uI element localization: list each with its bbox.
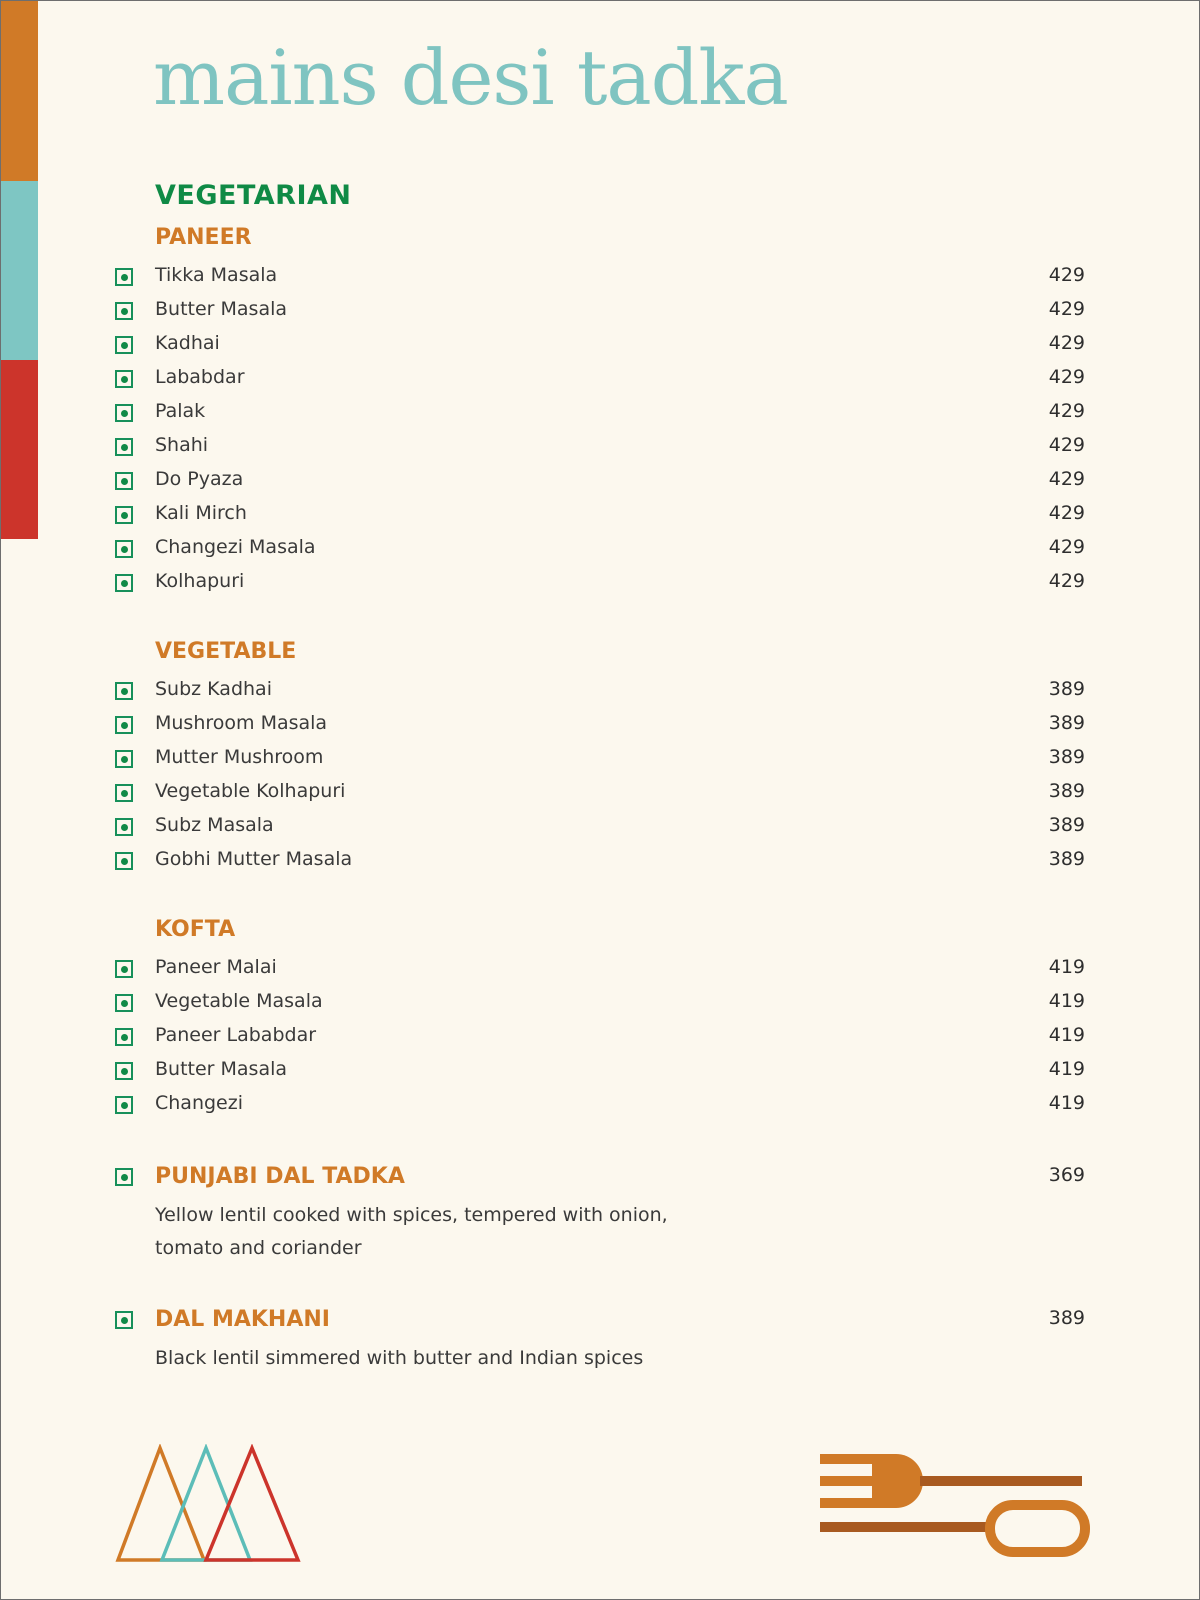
veg-indicator-icon (115, 268, 133, 286)
veg-indicator-icon (115, 1096, 133, 1114)
item-price: 369 (1048, 1164, 1085, 1186)
page-title: mains desi tadka (153, 33, 788, 122)
veg-indicator-icon (115, 438, 133, 456)
item-name: Subz Masala (155, 814, 274, 836)
veg-indicator-icon (115, 852, 133, 870)
item-name: Vegetable Kolhapuri (155, 780, 346, 802)
menu-item (115, 536, 1085, 566)
menu-item (115, 814, 1085, 844)
item-name: Vegetable Masala (155, 990, 323, 1012)
item-name: Lababdar (155, 366, 245, 388)
section-heading-vegetarian: VEGETARIAN (155, 180, 352, 211)
item-name: Kolhapuri (155, 570, 245, 592)
menu-item (115, 712, 1085, 742)
item-price: 419 (1048, 990, 1085, 1012)
accent-bar-orange (1, 1, 38, 181)
item-name: Changezi Masala (155, 536, 316, 558)
item-price: 429 (1048, 502, 1085, 524)
veg-indicator-icon (115, 682, 133, 700)
menu-item (115, 298, 1085, 328)
item-price: 429 (1048, 434, 1085, 456)
veg-indicator-icon (115, 784, 133, 802)
veg-indicator-icon (115, 1311, 133, 1329)
accent-bar-teal (1, 181, 38, 360)
item-price: 419 (1048, 956, 1085, 978)
item-name: Subz Kadhai (155, 678, 272, 700)
item-name: Gobhi Mutter Masala (155, 848, 353, 870)
menu-item (115, 264, 1085, 294)
menu-item (115, 400, 1085, 430)
item-price: 429 (1048, 264, 1085, 286)
item-name: Changezi (155, 1092, 243, 1114)
dal-name: DAL MAKHANI (155, 1307, 330, 1332)
dal-name: PUNJABI DAL TADKA (155, 1164, 405, 1189)
item-price: 389 (1048, 780, 1085, 802)
item-name: Palak (155, 400, 206, 422)
item-price: 429 (1048, 332, 1085, 354)
veg-indicator-icon (115, 960, 133, 978)
item-price: 389 (1048, 712, 1085, 734)
menu-item (115, 502, 1085, 532)
veg-indicator-icon (115, 370, 133, 388)
accent-bar-red (1, 360, 38, 539)
description-line: tomato and coriander (155, 1237, 362, 1259)
veg-indicator-icon (115, 1168, 133, 1186)
item-name: Mutter Mushroom (155, 746, 324, 768)
item-price: 389 (1048, 814, 1085, 836)
veg-indicator-icon (115, 1028, 133, 1046)
item-name: Shahi (155, 434, 209, 456)
item-price: 389 (1048, 746, 1085, 768)
menu-item (115, 990, 1085, 1020)
veg-indicator-icon (115, 472, 133, 490)
item-price: 429 (1048, 400, 1085, 422)
item-name: Do Pyaza (155, 468, 244, 490)
item-price: 389 (1048, 848, 1085, 870)
menu-item (115, 678, 1085, 708)
veg-indicator-icon (115, 716, 133, 734)
category-heading-kofta: KOFTA (155, 917, 236, 942)
menu-item (115, 570, 1085, 600)
item-price: 389 (1048, 1307, 1085, 1329)
menu-item (115, 366, 1085, 396)
item-name: Butter Masala (155, 1058, 288, 1080)
item-price: 429 (1048, 536, 1085, 558)
description-line: Yellow lentil cooked with spices, tempered with onion, (155, 1204, 668, 1226)
dal-description (155, 1342, 643, 1375)
item-price: 429 (1048, 570, 1085, 592)
veg-indicator-icon (115, 302, 133, 320)
description-line: Black lentil simmered with butter and Indian spices (155, 1347, 644, 1369)
item-name: Tikka Masala (155, 264, 278, 286)
item-price: 429 (1048, 468, 1085, 490)
triangles-logo-icon (112, 1444, 302, 1564)
veg-indicator-icon (115, 404, 133, 422)
item-price: 389 (1048, 678, 1085, 700)
item-name: Paneer Malai (155, 956, 277, 978)
menu-item (115, 956, 1085, 986)
item-name: Kadhai (155, 332, 220, 354)
menu-item (115, 1058, 1085, 1088)
menu-item (115, 468, 1085, 498)
veg-indicator-icon (115, 994, 133, 1012)
item-name: Paneer Lababdar (155, 1024, 317, 1046)
veg-indicator-icon (115, 818, 133, 836)
veg-indicator-icon (115, 540, 133, 558)
item-price: 419 (1048, 1092, 1085, 1114)
menu-item (115, 434, 1085, 464)
item-price: 419 (1048, 1058, 1085, 1080)
item-name: Mushroom Masala (155, 712, 328, 734)
dal-item-punjabi-dal-tadka (115, 1164, 1085, 1194)
item-name: Butter Masala (155, 298, 288, 320)
dal-item-dal-makhani (115, 1307, 1085, 1337)
veg-indicator-icon (115, 750, 133, 768)
menu-item (115, 746, 1085, 776)
category-heading-paneer: PANEER (155, 225, 252, 250)
menu-item (115, 332, 1085, 362)
veg-indicator-icon (115, 336, 133, 354)
menu-item (115, 1024, 1085, 1054)
veg-indicator-icon (115, 1062, 133, 1080)
category-heading-vegetable: VEGETABLE (155, 639, 297, 664)
item-price: 419 (1048, 1024, 1085, 1046)
menu-item (115, 848, 1085, 878)
item-price: 429 (1048, 298, 1085, 320)
item-price: 429 (1048, 366, 1085, 388)
item-name: Kali Mirch (155, 502, 247, 524)
fork-spoon-icon (820, 1448, 1090, 1558)
menu-item (115, 1092, 1085, 1122)
veg-indicator-icon (115, 506, 133, 524)
veg-indicator-icon (115, 574, 133, 592)
menu-item (115, 780, 1085, 810)
dal-description (155, 1199, 668, 1265)
